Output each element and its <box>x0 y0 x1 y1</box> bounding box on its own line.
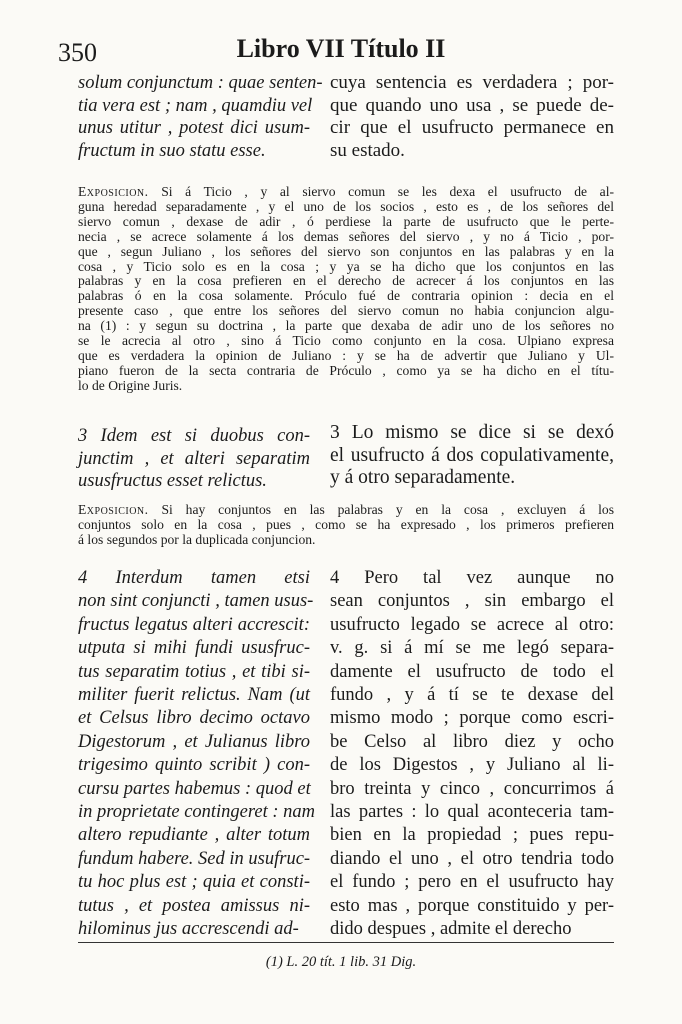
line-text: cir que el usufructo permanece en <box>330 117 614 138</box>
text-line <box>78 707 310 730</box>
text-line <box>78 260 614 275</box>
text-line <box>78 895 310 918</box>
text-line <box>78 448 310 471</box>
exposicion-2 <box>78 503 614 548</box>
text-line <box>78 140 310 163</box>
line-text: tu hoc plus est ; quia et consti- <box>78 872 310 893</box>
text-line <box>78 470 310 493</box>
text-line <box>78 918 310 941</box>
text-line <box>78 200 614 215</box>
text-line <box>78 614 310 637</box>
text-line <box>330 422 614 445</box>
line-text: be Celso al libro diez y ocho <box>330 731 614 752</box>
line-text: militer fuerit relictus. Nam (ut <box>78 685 310 706</box>
exposicion-label: Exposicion. <box>78 184 149 199</box>
line-text: piano fueron de la secta contraria de Próculo , como ya se ha dicho en el títu- <box>78 362 614 378</box>
page-number: 350 <box>58 38 97 67</box>
line-text: trigesimo quinto scribit ) con- <box>78 755 310 776</box>
line-text: usufructo legado se acrece al otro: <box>330 614 614 635</box>
text-line <box>78 731 310 754</box>
line-text: unus utitur , potest dici usum- <box>78 118 310 138</box>
line-text: esto mas , porque constituido y per- <box>330 895 614 916</box>
text-line <box>78 778 310 801</box>
text-line <box>78 334 614 349</box>
text-line <box>330 117 614 140</box>
text-line <box>330 707 614 730</box>
page-title: Libro VII Título II <box>236 34 446 63</box>
line-text: necia , se acrece solamente á los demas señores del siervo , y no á Ticio , por- <box>78 228 614 244</box>
line-text: presente caso , que entre los señores del siervo comun no habia conjuncion algu- <box>78 303 614 319</box>
line-text: utputa si mihi fundi ususfruc- <box>78 638 310 659</box>
line-text: las partes : lo qual aconteceria tam- <box>330 802 614 823</box>
text-line <box>78 379 614 394</box>
text-line <box>330 72 614 95</box>
text-line <box>330 918 614 941</box>
line-text: 4 Pero tal vez aunque no <box>330 568 614 588</box>
exposicion-1 <box>78 185 614 394</box>
line-text: damente el usufructo de todo el <box>330 661 614 682</box>
text-line <box>330 567 614 590</box>
text-line <box>78 824 310 847</box>
text-line <box>78 215 614 230</box>
line-text: guna heredad separadamente , y el uno de los socios , esto es , de los señores del <box>78 198 614 214</box>
line-text: Digestorum , et Julianus libro <box>78 731 310 752</box>
text-line <box>330 778 614 801</box>
line-text: á los segundos por la duplicada conjuncion. <box>78 531 316 547</box>
line-text: su estado. <box>330 139 405 161</box>
text-line <box>330 754 614 777</box>
line-text: solum conjunctum : quae senten- <box>78 73 323 93</box>
line-text: que , segun Juliano , los señores del siervo son conjuntos en las palabras y en la <box>78 243 614 259</box>
text-line <box>78 848 310 871</box>
text-line <box>330 871 614 894</box>
latin-text <box>78 567 316 942</box>
line-text: y á otro separadamente. <box>330 467 516 488</box>
line-text: cosa , y Ticio solo es en la cosa ; y ya se ha dicho que los conjuntos en las <box>78 258 614 274</box>
text-line <box>330 848 614 871</box>
text-line <box>330 895 614 918</box>
text-line <box>330 445 614 468</box>
line-text: que quando uno usa , se puede de- <box>330 94 614 116</box>
text-line <box>78 684 310 707</box>
line-text: siervo comun , dexase de adir , ó perdiese la parte de usufructo que le perte- <box>78 213 614 229</box>
line-text: 3 Lo mismo se dice si se dexó <box>330 422 614 443</box>
line-text: cursu partes habemus : quod et <box>78 778 311 799</box>
line-text: mismo modo ; porque como escri- <box>330 708 614 729</box>
text-line <box>78 245 614 260</box>
text-line <box>330 95 614 118</box>
text-line <box>78 117 310 140</box>
line-text: tia vera est ; nam , quamdiu vel <box>78 95 313 116</box>
line-text: bro treinta y cinco , concurrimos á <box>330 778 614 799</box>
line-text: fundum habere. Sed in usufruc- <box>78 848 311 869</box>
line-text: na (1) : y segun su doctrina , la parte que dexaba de adir uno de los señores no <box>78 318 614 334</box>
text-line <box>78 185 614 200</box>
text-line <box>330 731 614 754</box>
line-text: conjuntos solo en la cosa , pues , como se ha expresado , los primeros prefieren <box>78 516 614 532</box>
line-text: Si á Ticio , y al siervo comun se les dexa el usufructo de al- <box>161 184 614 199</box>
exposicion-label: Exposicion. <box>78 502 149 517</box>
text-line <box>78 319 614 334</box>
line-text: ususfructus esset relictus. <box>78 471 267 491</box>
line-text: dido despues , admite el derecho <box>330 919 572 940</box>
text-line <box>78 661 310 684</box>
line-text: sean conjuntos , sin embargo el <box>330 591 614 612</box>
line-text: cuya sentencia es verdadera ; por- <box>330 72 614 93</box>
line-text: de los Digestos , y Juliano al li- <box>330 755 614 776</box>
spanish-text <box>330 72 614 162</box>
line-text: fundo , y á tí se te dexase del <box>330 685 614 706</box>
text-line <box>330 801 614 824</box>
text-line <box>330 467 614 490</box>
spanish-text <box>330 567 614 942</box>
text-line <box>78 567 310 590</box>
line-text: lo de Origine Juris. <box>78 377 183 393</box>
text-line <box>330 824 614 847</box>
text-line <box>78 304 614 319</box>
text-line <box>78 230 614 245</box>
line-text: tus separatim totius , et tibi si- <box>78 661 310 682</box>
spanish-text <box>330 422 614 490</box>
line-text: tutus , et postea amissus ni- <box>78 895 310 916</box>
line-text: que es verdadera la opinion de Juliano : y se ha de advertir que Juliano y Ul- <box>78 347 614 363</box>
latin-text <box>78 72 323 162</box>
footnote: (1) L. 20 tít. 1 lib. 31 Dig. <box>265 954 417 970</box>
line-text: altero repudiante , alter totum <box>78 825 310 846</box>
text-line <box>78 72 323 95</box>
line-text: se le acrecia al otro , sino á Ticio como conjunto en la cosa. Ulpiano expresa <box>78 333 614 349</box>
line-text: 3 Idem est si duobus con- <box>78 426 310 446</box>
line-text: fructus legatus alteri accrescit: <box>78 614 310 635</box>
text-line <box>78 425 310 448</box>
line-text: Si hay conjuntos en las palabras y en la cosa , excluyen á los <box>161 502 614 517</box>
text-line <box>78 364 614 379</box>
text-line <box>330 140 614 163</box>
line-text: in proprietate contingeret : nam <box>78 802 316 823</box>
line-text: junctim , et alteri separatim <box>78 448 310 469</box>
text-line <box>78 754 310 777</box>
line-text: non sint conjuncti , tamen usus- <box>78 591 314 612</box>
text-line <box>78 274 614 289</box>
line-text: hilominus jus accrescendi ad- <box>78 919 299 940</box>
line-text: 4 Interdum tamen etsi <box>78 568 310 588</box>
line-text: diando el uno , el otro tendria todo <box>330 848 614 869</box>
text-line <box>330 637 614 660</box>
footnote-rule <box>78 942 614 943</box>
line-text: el usufructo á dos copulativamente, <box>330 444 614 466</box>
text-line <box>330 614 614 637</box>
line-text: palabras y en la cosa prefieren en el derecho de acrecer á los conjuntos en las <box>78 273 614 289</box>
line-text: v. g. si á mí se me legó separa- <box>330 638 614 659</box>
text-line <box>78 533 614 548</box>
line-text: palabras ó en la cosa solamente. Próculo fué de contraria opinion : decia en el <box>78 288 614 304</box>
text-line <box>330 684 614 707</box>
line-text: el fundo ; pero en el usufructo hay <box>330 872 614 893</box>
text-line <box>78 349 614 364</box>
text-line <box>330 661 614 684</box>
text-line <box>78 637 310 660</box>
line-text: et Celsus libro decimo octavo <box>78 708 310 729</box>
line-text: bien en la propiedad ; pues repu- <box>330 825 614 846</box>
text-line <box>78 95 313 118</box>
text-line <box>78 801 316 824</box>
text-line <box>330 590 614 613</box>
text-line <box>78 590 314 613</box>
text-line <box>78 871 310 894</box>
text-line <box>78 503 614 518</box>
text-line <box>78 518 614 533</box>
text-line <box>78 289 614 304</box>
line-text: fructum in suo statu esse. <box>78 140 266 161</box>
latin-text <box>78 425 310 493</box>
